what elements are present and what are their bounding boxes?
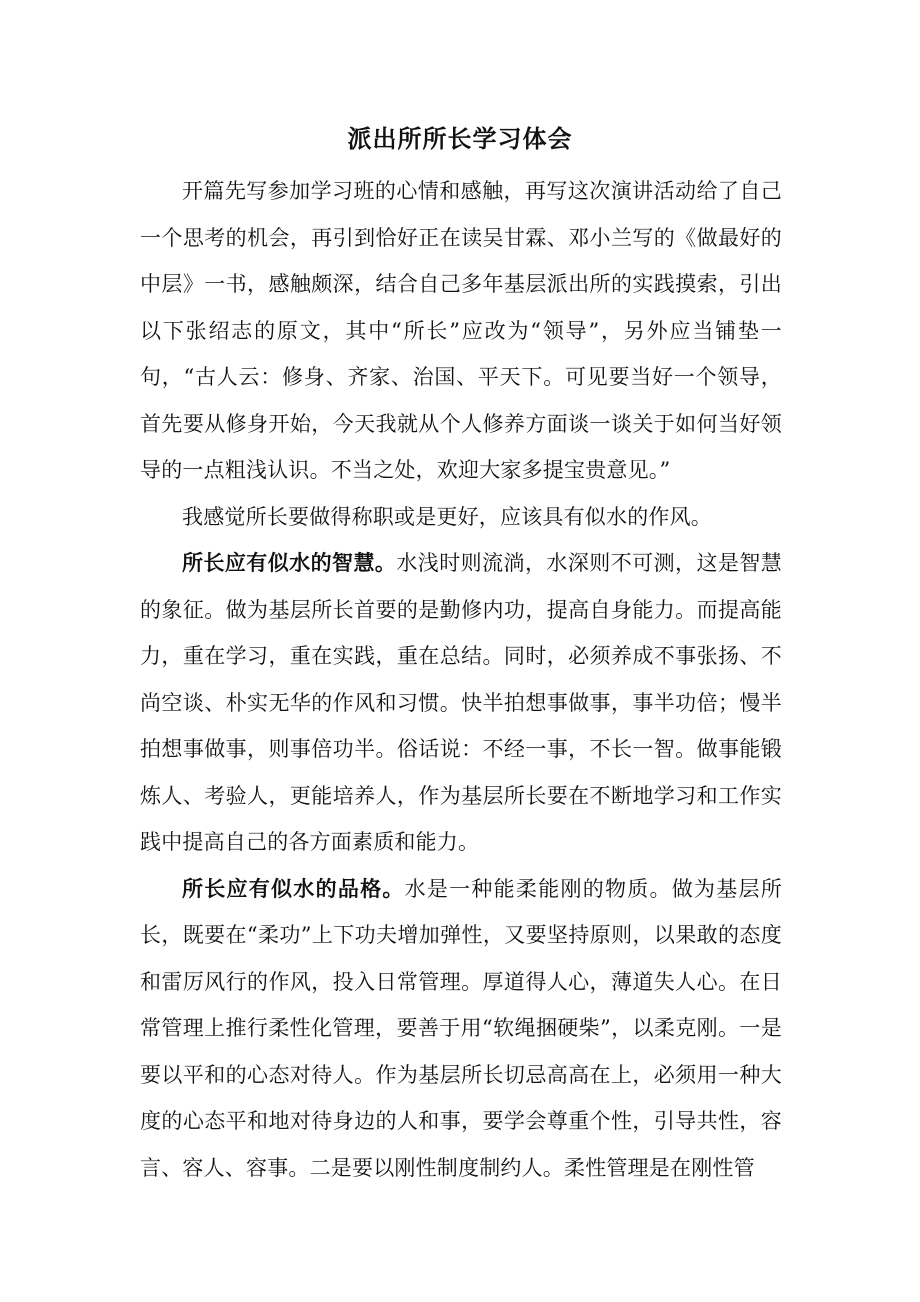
paragraph-lead-heading: 所长应有似水的智慧。 <box>182 550 397 575</box>
paragraph-intro <box>140 168 782 494</box>
paragraph-text: 水浅时则流淌，水深则不可测，这是智慧的象征。做为基层所长首要的是勤修内功，提高自身能力。而提高能力，重在学习，重在实践，重在总结。同时，必须养成不事张扬、不尚空谈、朴实无华的作风和习惯。快半拍想事做事，事半功倍；慢半拍想事做事，则事倍功半。俗话说：不经一事，不长一智。做事能锻炼人、考验人，更能培养人，作为基层所长要在不断地学习和工作实践中提高自己的各方面素质和能力。 <box>140 551 782 854</box>
paragraph-character <box>140 866 782 1192</box>
paragraph-text: 水是一种能柔能刚的物质。做为基层所长，既要在“柔功”上下功夫增加弹性，又要坚持原则，以果敢的态度和雷厉风行的作风，投入日常管理。厚道得人心，薄道失人心。在日常管理上推行柔性化管理，要善于用“软绳捆硬柴”，以柔克刚。一是要以平和的心态对待人。作为基层所长切忌高高在上，必须用一种大度的心态平和地对待身边的人和事，要学会尊重个性，引导共性，容言、容人、容事。二是要以刚性制度制约人。柔性管理是在刚性管 <box>140 876 783 1180</box>
document-body <box>140 168 782 1191</box>
paragraph-wisdom <box>140 540 782 866</box>
document-title: 派出所所长学习体会 <box>347 124 573 153</box>
paragraph-thesis <box>140 494 782 541</box>
paragraph-text: 开篇先写参加学习班的心情和感触，再写这次演讲活动给了自己一个思考的机会，再引到恰好正在读吴甘霖、邓小兰写的《做最好的中层》一书，感触颇深，结合自己多年基层派出所的实践摸索，引出以下张绍志的原文，其中“所长”应改为“领导”，另外应当铺垫一句，“古人云：修身、齐家、治国、平天下。可见要当好一个领导，首先要从修身开始，今天我就从个人修养方面谈一谈关于如何当好领导的一点粗浅认识。不当之处，欢迎大家多提宝贵意见。” <box>140 179 782 482</box>
paragraph-text: 我感觉所长要做得称职或是更好，应该具有似水的作风。 <box>182 504 712 529</box>
paragraph-lead-heading: 所长应有似水的品格。 <box>182 875 405 901</box>
